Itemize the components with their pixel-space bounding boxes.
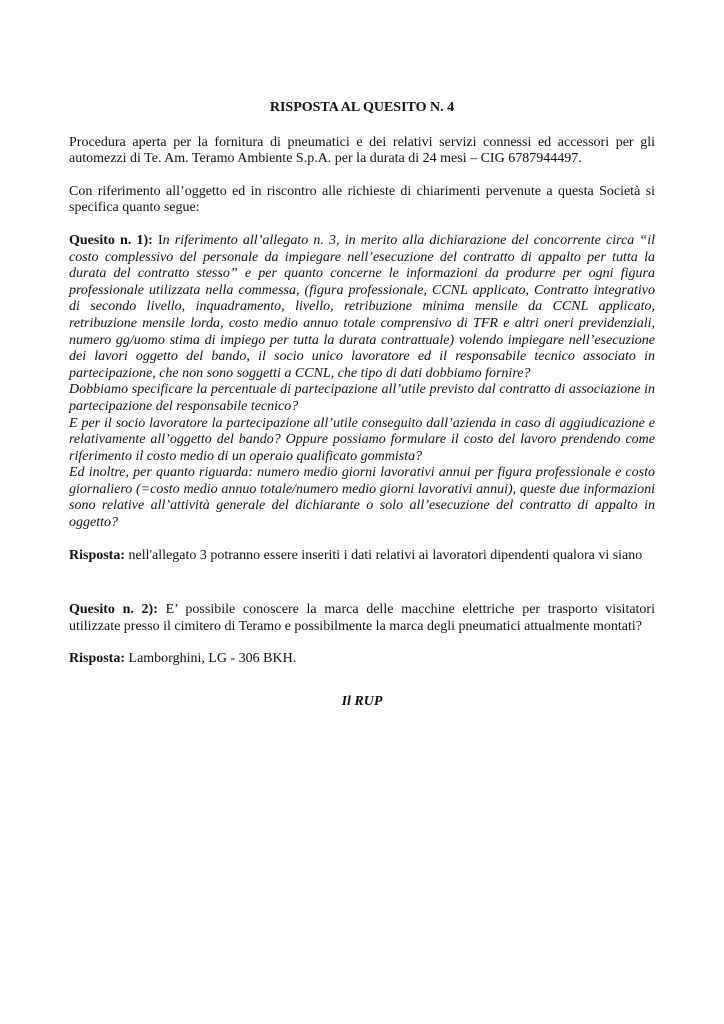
question-1-initial: I	[152, 232, 163, 248]
procedure-intro: Procedura aperta per la fornitura di pneumatici e dei relativi servizi connessi ed accessori per gli automezzi di Te. Am. Teramo Ambiente S.p.A. per la durata di 24 mesi – CIG 6787944497.	[69, 134, 655, 167]
document-page	[69, 100, 655, 711]
answer-2-text: Lamborghini, LG - 306 BKH.	[125, 651, 297, 667]
question-2-text: E’ possibile conoscere la marca delle macchine elettriche per trasporto visitatori utilizzate presso il cimitero di Teramo e possibilmente la marca degli pneumatici attualmente montati?	[69, 602, 655, 634]
question-2-label: Quesito n. 2):	[69, 602, 158, 618]
reference-paragraph: Con riferimento all’oggetto ed in riscontro alle richieste di chiarimenti pervenute a questa Società si specifica quanto segue:	[69, 183, 655, 216]
answer-1-paragraph	[69, 548, 655, 565]
answer-2-label: Risposta:	[69, 651, 126, 667]
answer-2-paragraph	[69, 651, 655, 668]
section-spacer	[69, 580, 655, 602]
question-1-followup-3: Ed inoltre, per quanto riguarda: numero medio giorni lavorativi annui per figura professionale e costo giornaliero (=costo medio annuo totale/numero medio giorni lavorativi annui), queste due informazioni sono relative all’attività generale del dichiarante o solo all’esecuzione del contratto di appalto in oggetto?	[69, 465, 655, 531]
signature-rup: Il RUP	[341, 694, 383, 710]
question-1-block	[69, 233, 655, 532]
question-1-text: n riferimento all’allegato n. 3, in merito alla dichiarazione del concorrente circa “il costo complessivo del personale da impiegare nell’esecuzione del contratto di appalto per tutta la durata del contratto stesso” e per quanto concerne le informazioni da produrre per ogni figura professionale utilizzata nella commessa, (figura professionale, CCNL applicato, Contratto integrativo di secondo livello, inquadramento, livello, retribuzione minima mensile da CCNL applicato, retribuzione mensile lorda, costo medio annuo totale comprensivo di TFR e altri oneri previdenziali, numero gg/uomo stima di impiego per tutta la durata contrattuale) volendo impiegare nell’esecuzione dei lavori oggetto del bando, il socio unico lavoratore ed il responsabile tecnico associato in partecipazione, che non sono soggetti a CCNL, che tipo di dati dobbiamo fornire?	[69, 232, 655, 381]
question-1-followup-2: E per il socio lavoratore la partecipazione all’utile conseguito dall’azienda in caso di aggiudicazione e relativamente all’oggetto del bando? Oppure possiamo formulare il costo del lavoro prendendo come riferimento il costo medio di un operaio qualificato gommista?	[69, 415, 655, 464]
question-1-paragraph	[69, 233, 655, 382]
question-1-label: Quesito n. 1):	[69, 232, 153, 248]
question-1-followup-1: Dobbiamo specificare la percentuale di partecipazione all’utile previsto dal contratto di associazione in partecipazione del responsabile tecnico?	[69, 382, 655, 414]
answer-1-label: Risposta:	[69, 547, 126, 563]
document-title: RISPOSTA AL QUESITO N. 4	[269, 100, 455, 115]
answer-1-text: nell'allegato 3 potranno essere inseriti i dati relativi ai lavoratori dipendenti qualora vi siano	[125, 547, 643, 563]
question-2-paragraph	[69, 602, 655, 635]
